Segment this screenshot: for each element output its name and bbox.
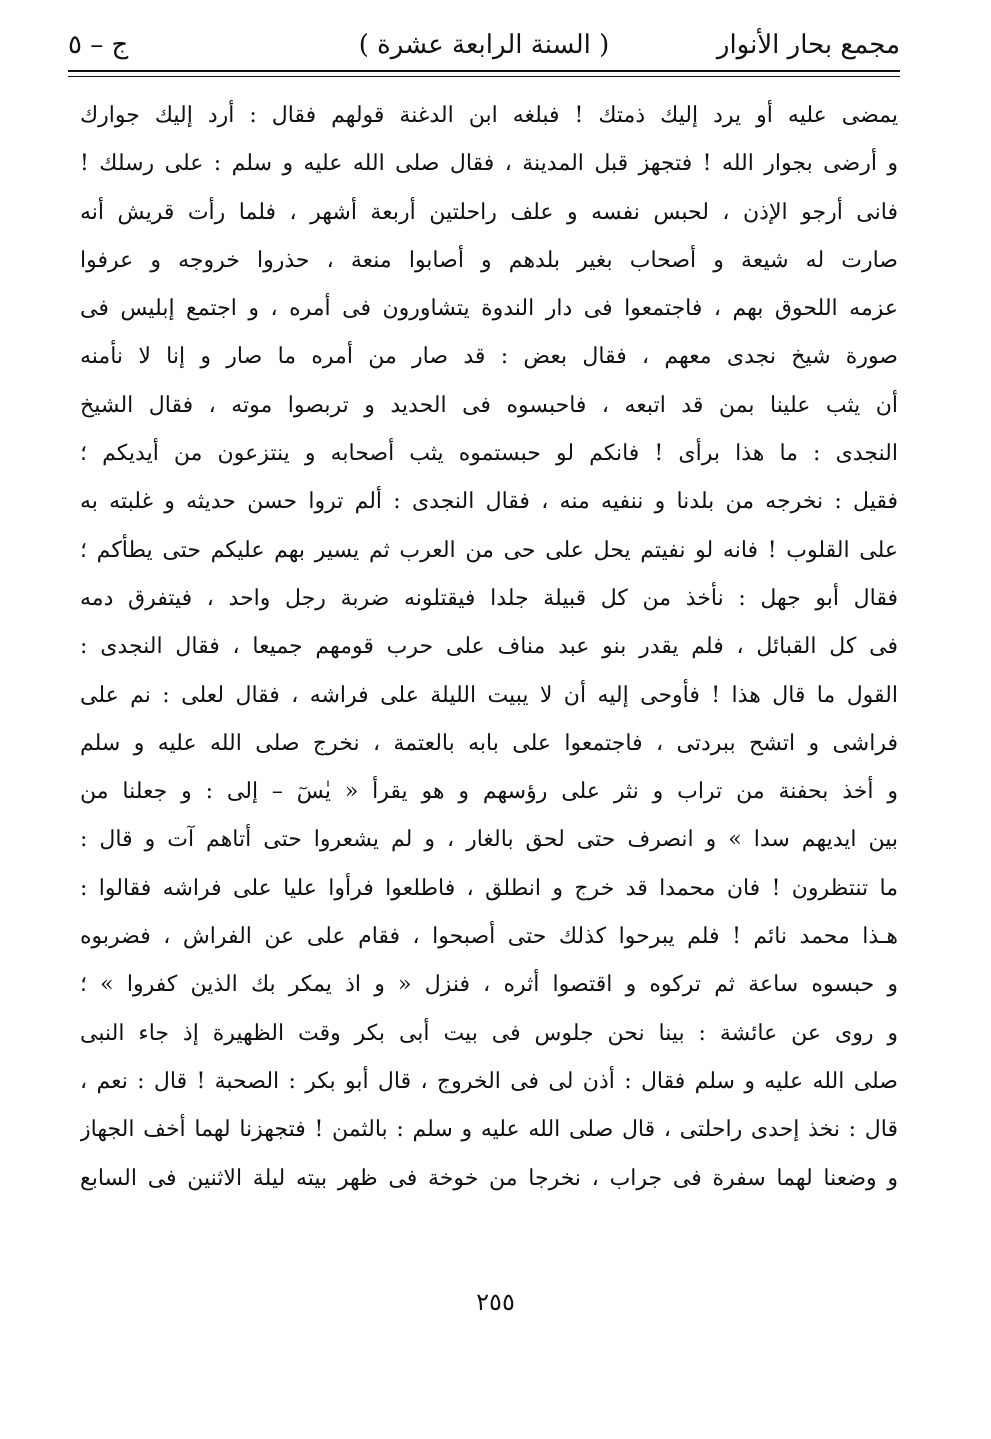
book-title: مجمع بحار الأنوار bbox=[716, 30, 900, 60]
body-text bbox=[80, 92, 898, 1203]
text-line: و وضعنا لهما سفرة فى جراب ، نخرجا من خوخة فى ظهر بيته ليلة الاثنين فى السابع bbox=[80, 1165, 898, 1191]
text-line: القول ما قال هذا ! فأوحى إليه أن لا يبيت الليلة على فراشه ، فقال لعلى : نم على bbox=[80, 682, 898, 708]
text-line: و أرضى بجوار الله ! فتجهز قبل المدينة ، فقال صلى الله عليه و سلم : على رسلك ! bbox=[80, 151, 898, 177]
text-line: و حبسوه ساعة ثم تركوه و اقتصوا أثره ، فنزل « و اذ يمكر بك الذين كفروا » ؛ bbox=[80, 972, 898, 998]
text-line: قال : نخذ إحدى راحلتى ، قال صلى الله عليه و سلم : بالثمن ! فتجهزنا لهما أخف الجهاز bbox=[80, 1117, 898, 1143]
text-line: فراشى و اتشح ببردتى ، فاجتمعوا على بابه بالعتمة ، نخرج صلى الله عليه و سلم bbox=[80, 730, 898, 756]
text-line: هـذا محمد نائم ! فلم يبرحوا كذلك حتى أصبحوا ، فقام على عن الفراش ، فضربوه bbox=[80, 924, 898, 950]
text-line: فى كل القبائل ، فلم يقدر بنو عبد مناف على حرب قومهم جميعا ، فقال النجدى : bbox=[80, 634, 898, 660]
text-line: على القلوب ! فانه لو نفيتم يحل على حى من العرب ثم يسير بهم عليكم حتى يطأكم ؛ bbox=[80, 537, 898, 563]
text-line: أن يثب علينا بمن قد اتبعه ، فاحبسوه فى الحديد و تربصوا موته ، فقال الشيخ bbox=[80, 392, 898, 418]
text-line: و روى عن عائشة : بينا نحن جلوس فى بيت أبى بكر وقت الظهيرة إذ جاء النبى bbox=[80, 1020, 898, 1046]
text-line: صورة شيخ نجدى معهم ، فقال بعض : قد صار من أمره ما صار و إنا لا نأمنه bbox=[80, 344, 898, 370]
text-line: فقال أبو جهل : نأخذ من كل قبيلة جلدا فيقتلونه ضربة رجل واحد ، فيتفرق دمه bbox=[80, 585, 898, 611]
text-line: يمضى عليه أو يرد إليك ذمتك ! فبلغه ابن الدغنة قولهم فقال : أرد إليك جوارك bbox=[80, 103, 898, 128]
page-number: ٢٥٥ bbox=[476, 1288, 515, 1316]
running-header bbox=[68, 22, 900, 68]
text-line: النجدى : ما هذا برأى ! فانكم لو حبستموه يثب أصحابه و ينتزعون من أيديكم ؛ bbox=[80, 441, 898, 467]
text-line: بين ايديهم سدا » و انصرف حتى لحق بالغار ، و لم يشعروا حتى أتاهم آت و قال : bbox=[80, 827, 898, 853]
text-line: ما تنتظرون ! فان محمدا قد خرج و انطلق ، فاطلعوا فرأوا عليا على فراشه فقالوا : bbox=[80, 875, 898, 901]
text-line: و أخذ بحفنة من تراب و نثر على رؤسهم و هو يقرأ « يٰسٓ – إلى : و جعلنا من bbox=[80, 779, 898, 805]
header-rule-thin bbox=[68, 76, 900, 77]
text-line: عزمه اللحوق بهم ، فاجتمعوا فى دار الندوة يتشاورون فى أمره ، و اجتمع إبليس فى bbox=[80, 296, 898, 322]
text-line: صارت له شيعة و أصحاب بغير بلدهم و أصابوا منعة ، حذروا خروجه و عرفوا bbox=[80, 247, 898, 273]
text-line: فقيل : نخرجه من بلدنا و ننفيه منه ، فقال النجدى : ألم تروا حسن حديثه و غلبته به bbox=[80, 489, 898, 515]
text-line: صلى الله عليه و سلم فقال : أذن لى فى الخروج ، قال أبو بكر : الصحبة ! قال : نعم ، bbox=[80, 1068, 898, 1094]
text-line: فانى أرجو الإذن ، لحبس نفسه و علف راحلتين أربعة أشهر ، فلما رأت قريش أنه bbox=[80, 199, 898, 225]
volume-label: ج – ٥ bbox=[68, 30, 129, 60]
year-label: ( السنة الرابعة عشرة ) bbox=[358, 30, 610, 60]
header-rule-thick bbox=[68, 70, 900, 72]
